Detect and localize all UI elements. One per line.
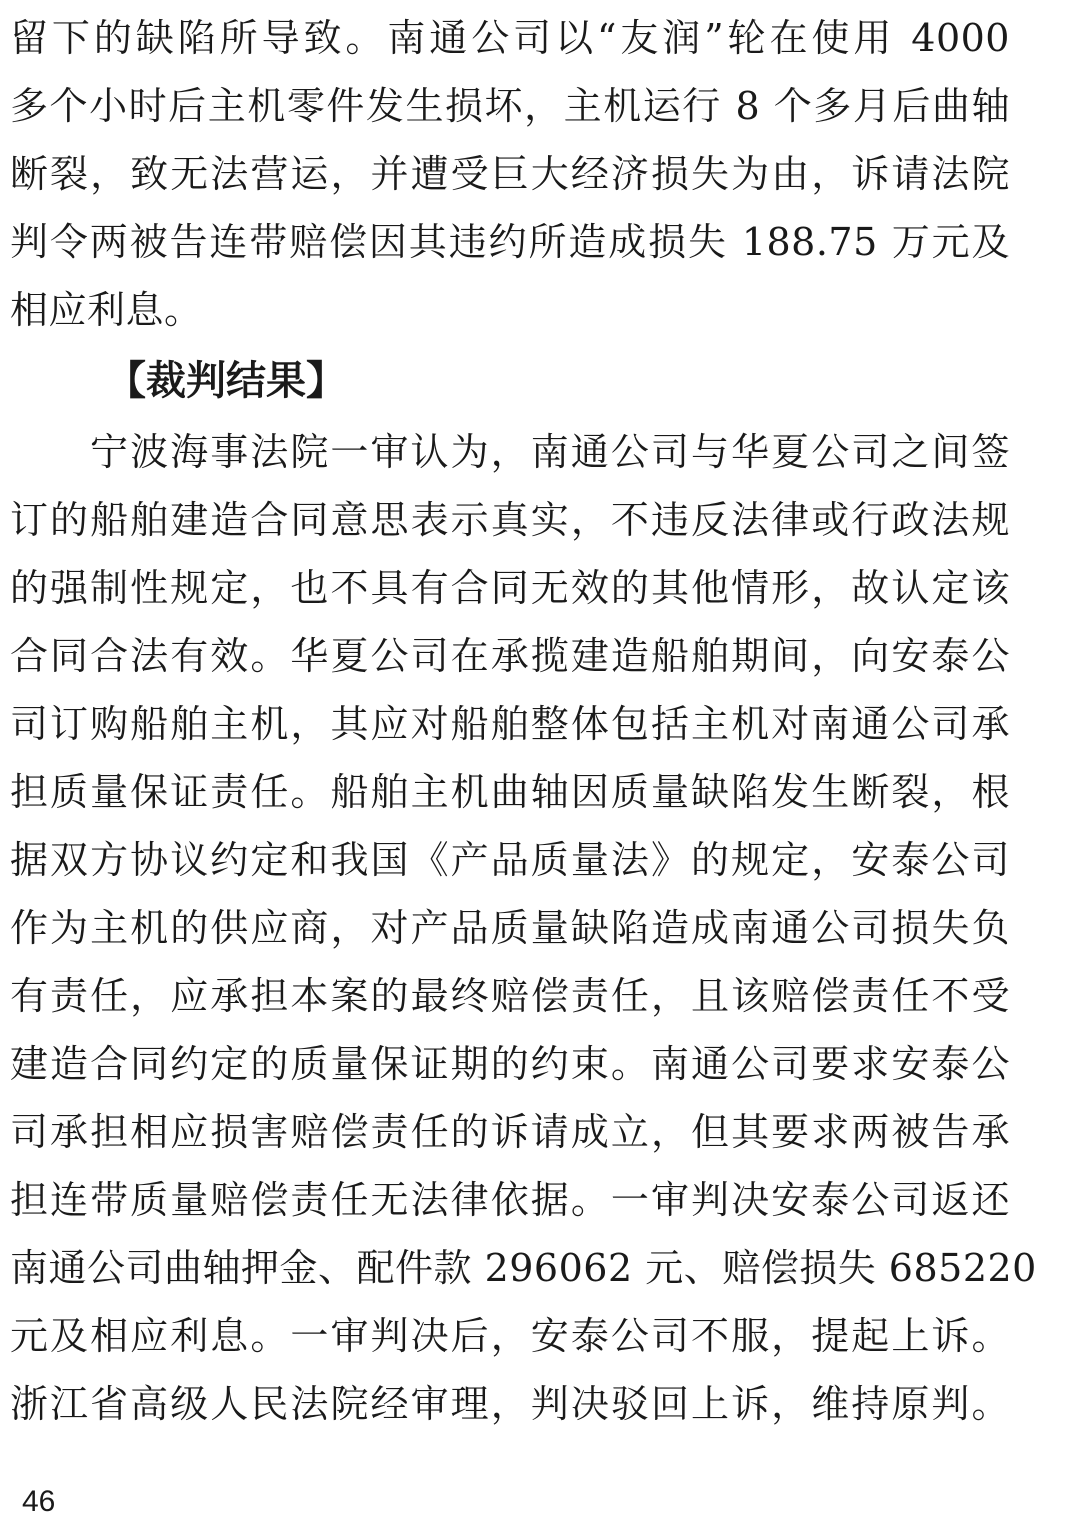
section-heading: 【裁判结果】 [106, 358, 346, 404]
text-line: 浙江省高级人民法院经审理，判决驳回上诉，维持原判。 [10, 1382, 1010, 1426]
text-line: 司订购船舶主机，其应对船舶整体包括主机对南通公司承 [10, 702, 1010, 746]
text-line: 元及相应利息。一审判决后，安泰公司不服，提起上诉。 [10, 1314, 1010, 1358]
page-number: 46 [22, 1485, 56, 1518]
text-line: 南通公司曲轴押金、配件款 296062 元、赔偿损失 685220 [10, 1246, 1037, 1290]
text-line: 的强制性规定，也不具有合同无效的其他情形，故认定该 [10, 566, 1010, 610]
text-line: 担连带质量赔偿责任无法律依据。一审判决安泰公司返还 [10, 1178, 1010, 1222]
text-line: 司承担相应损害赔偿责任的诉请成立，但其要求两被告承 [10, 1110, 1010, 1154]
text-line: 判令两被告连带赔偿因其违约所造成损失 188.75 万元及 [10, 220, 1010, 264]
text-line: 宁波海事法院一审认为，南通公司与华夏公司之间签 [90, 430, 1010, 474]
text-line: 相应利息。 [10, 288, 203, 332]
text-line: 担质量保证责任。船舶主机曲轴因质量缺陷发生断裂，根 [10, 770, 1010, 814]
page-content [10, 4, 1037, 1438]
text-line: 订的船舶建造合同意思表示真实，不违反法律或行政法规 [10, 498, 1010, 542]
paragraph-claims [10, 4, 1010, 344]
text-line: 有责任，应承担本案的最终赔偿责任，且该赔偿责任不受 [10, 974, 1010, 1018]
text-line: 据双方协议约定和我国《产品质量法》的规定，安泰公司 [10, 838, 1010, 882]
text-line: 合同合法有效。华夏公司在承揽建造船舶期间，向安泰公 [10, 634, 1010, 678]
text-line: 作为主机的供应商，对产品质量缺陷造成南通公司损失负 [10, 906, 1010, 950]
text-line: 断裂，致无法营运，并遭受巨大经济损失为由，诉请法院 [10, 152, 1010, 196]
text-line: 多个小时后主机零件发生损坏，主机运行 8 个多月后曲轴 [10, 84, 1010, 128]
text-line: 建造合同约定的质量保证期的约束。南通公司要求安泰公 [10, 1042, 1010, 1086]
text-line: 留下的缺陷所导致。南通公司以“友润”轮在使用 4000 [10, 16, 1010, 60]
paragraph-judgment [10, 418, 1037, 1438]
